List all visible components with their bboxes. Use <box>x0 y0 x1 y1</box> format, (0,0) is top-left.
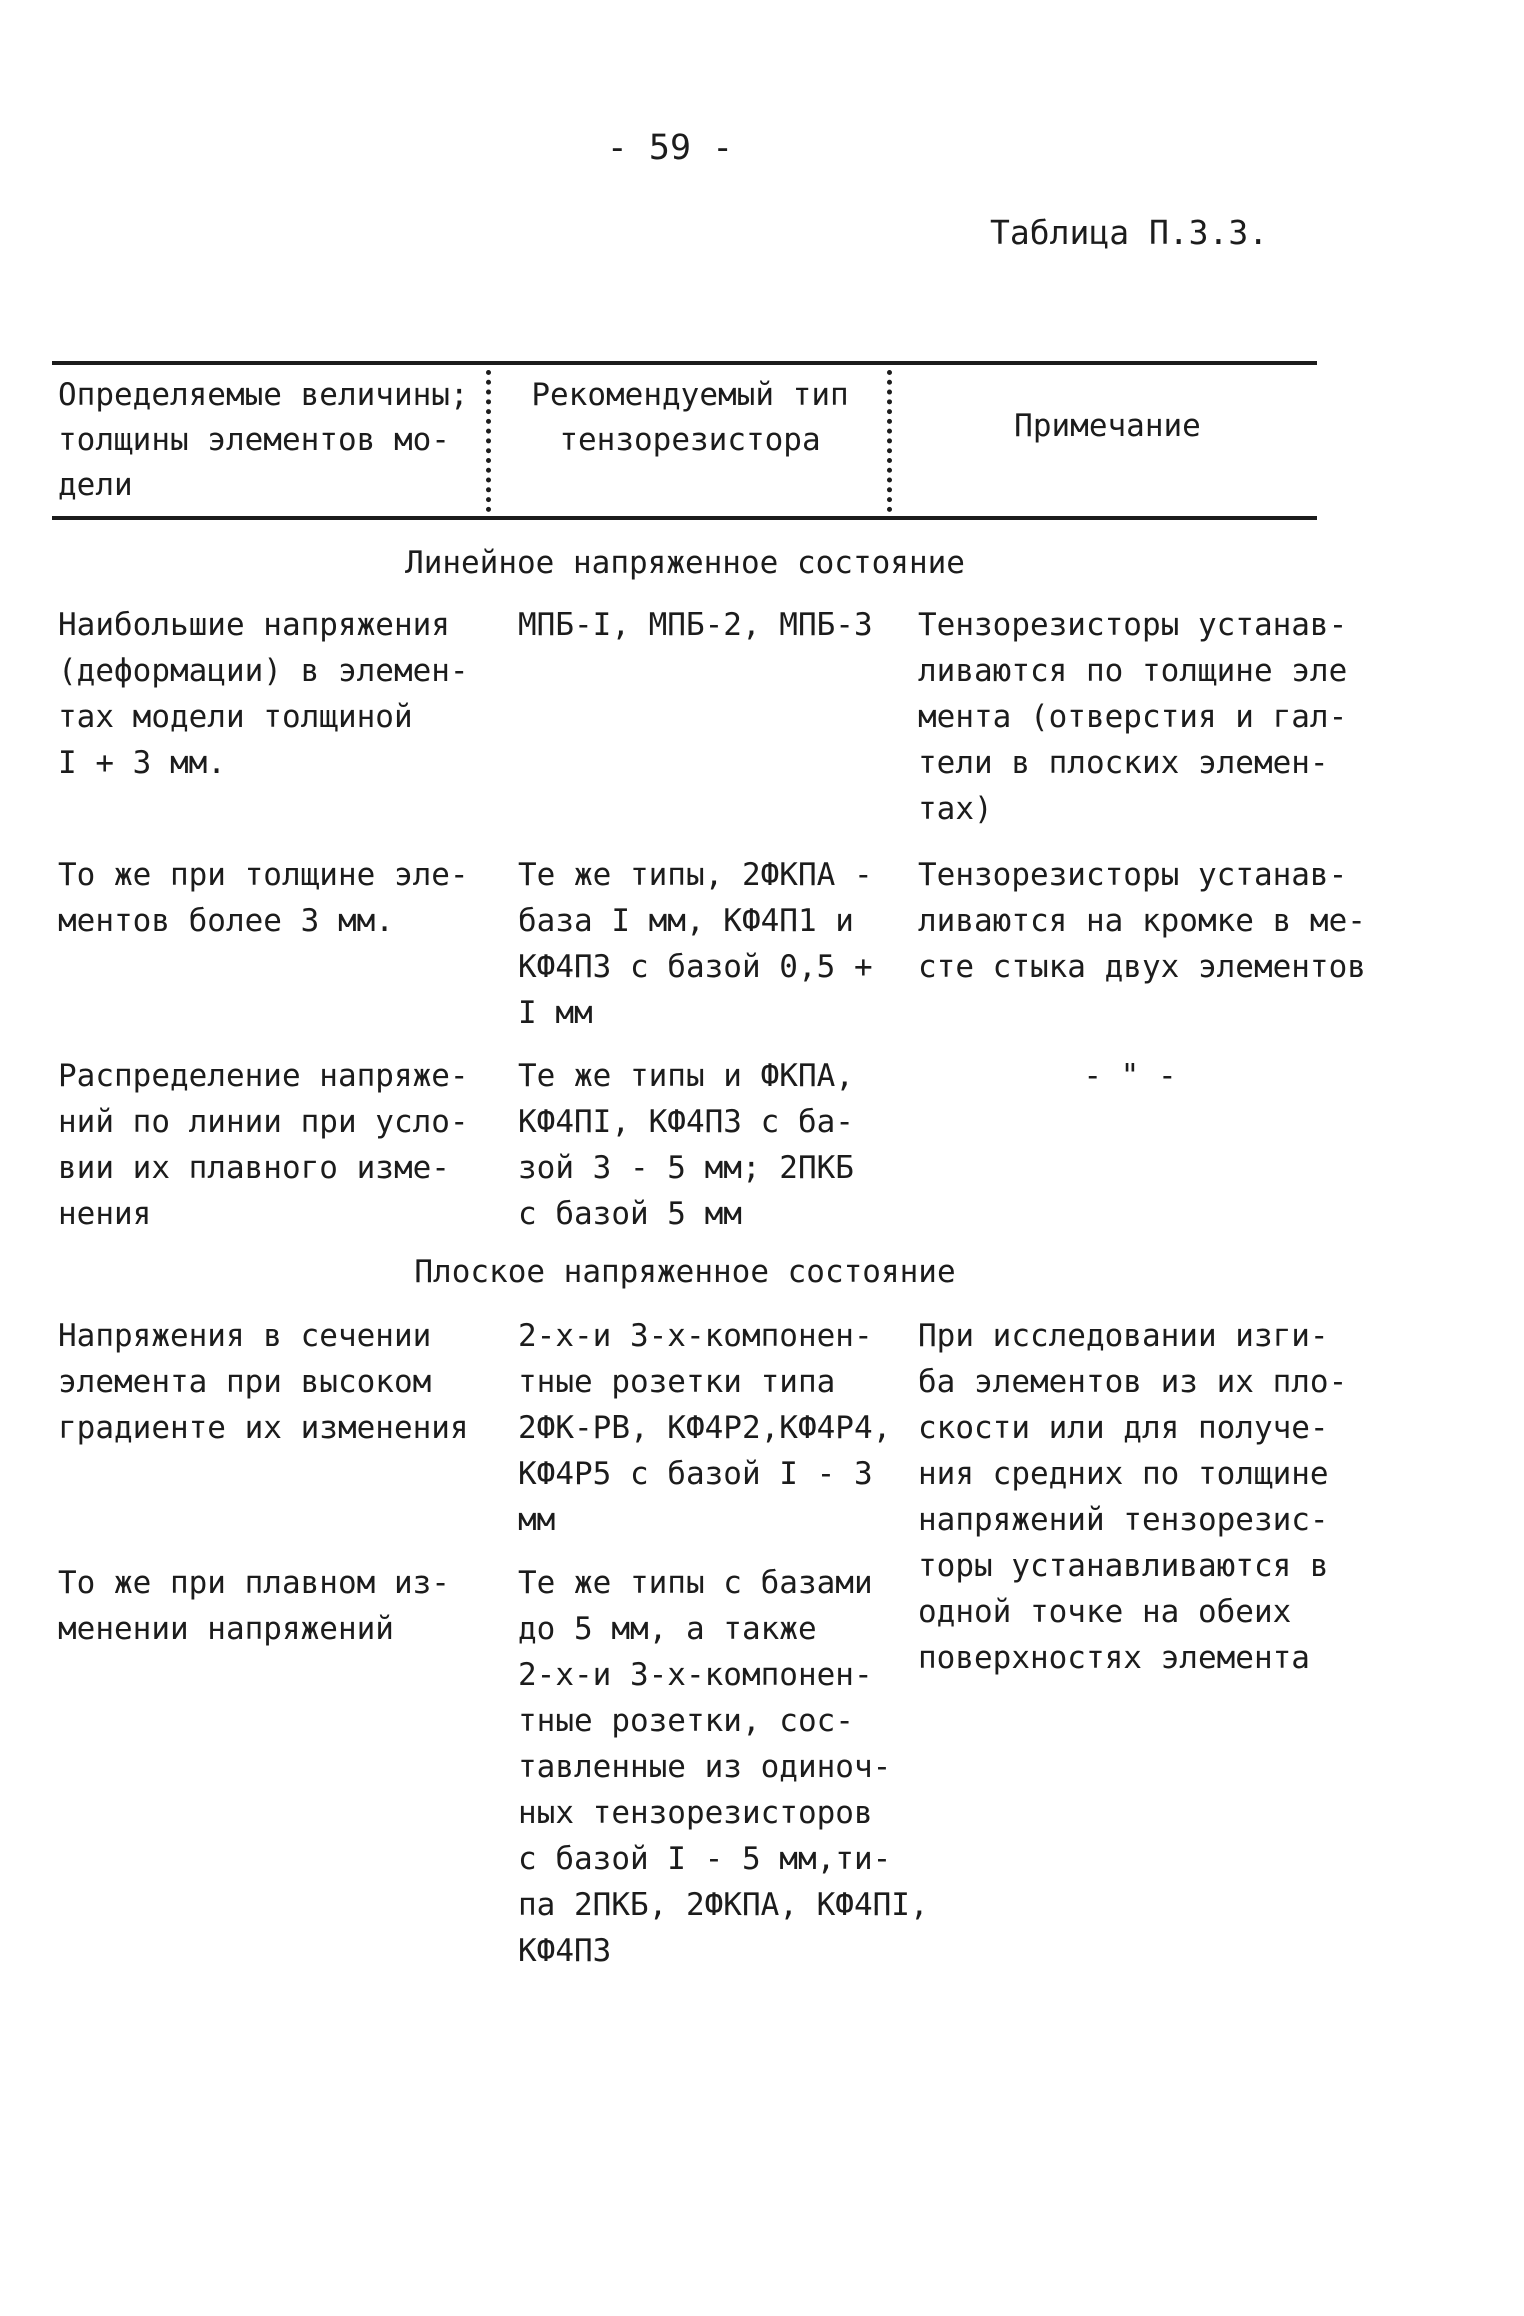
cell-quantity: Наибольшие напряжения (деформации) в элемен- тах модели толщиной I + 3 мм. <box>58 607 469 781</box>
header-note: Примечание <box>1014 408 1201 444</box>
cell-note: При исследовании изги- ба элементов из их пло- скости или для получе- ния средних по толщине напряжений тензорезис- торы устанавливаются в одной точке на обеих поверхностях элемента <box>918 1318 1348 1676</box>
header-quantity: Определяемые величины; толщины элементов мо- дели <box>58 377 469 503</box>
cell-resistor-type: 2-х-и 3-х-компонен- тные розетки типа 2ФК-РВ, КФ4Р2,КФ4Р4, КФ4Р5 с базой I - 3 мм <box>518 1318 892 1538</box>
cell-note-ditto: - " - <box>1083 1058 1177 1094</box>
cell-quantity: Распределение напряже- ний по линии при усло- вии их плавного изме- нения <box>58 1058 469 1232</box>
page-number: - 59 - <box>606 128 734 168</box>
section-title-plane: Плоское напряженное состояние <box>414 1254 956 1290</box>
header-resistor-type: Рекомендуемый тип тензорезистора <box>531 377 849 458</box>
table-caption: Таблица П.3.3. <box>990 213 1269 252</box>
cell-resistor-type: Те же типы с базами до 5 мм, а также 2-х-и 3-х-компонен- тные розетки, сос- тавленные из одиноч- ных тензорезисторов с базой I - 5 мм,ти- па 2ПКБ, 2ФКПА, КФ4ПI, КФ4П3 <box>518 1565 929 1969</box>
cell-quantity: Напряжения в сечении элемента при высоком градиенте их изменения <box>58 1318 469 1446</box>
cell-resistor-type: Те же типы, 2ФКПА - база I мм, КФ4П1 и КФ4П3 с базой 0,5 + I мм <box>518 857 873 1031</box>
header-column-divider-2 <box>887 370 892 512</box>
section-title-linear: Линейное напряженное состояние <box>405 545 965 581</box>
cell-note: Тензорезисторы устанав- ливаются на кромке в ме- сте стыка двух элементов <box>918 857 1366 985</box>
table-header-bottom-rule <box>52 516 1317 520</box>
cell-resistor-type: МПБ-I, МПБ-2, МПБ-3 <box>518 607 873 643</box>
cell-quantity: То же при толщине эле- ментов более 3 мм. <box>58 857 469 939</box>
cell-quantity: То же при плавном из- менении напряжений <box>58 1565 450 1647</box>
cell-resistor-type: Те же типы и ФКПА, КФ4ПI, КФ4П3 с ба- зой 3 - 5 мм; 2ПКБ с базой 5 мм <box>518 1058 854 1232</box>
cell-note: Тензорезисторы устанав- ливаются по толщине эле мента (отверстия и гал- тели в плоских элемен- тах) <box>918 607 1348 827</box>
table-top-rule <box>52 361 1317 365</box>
